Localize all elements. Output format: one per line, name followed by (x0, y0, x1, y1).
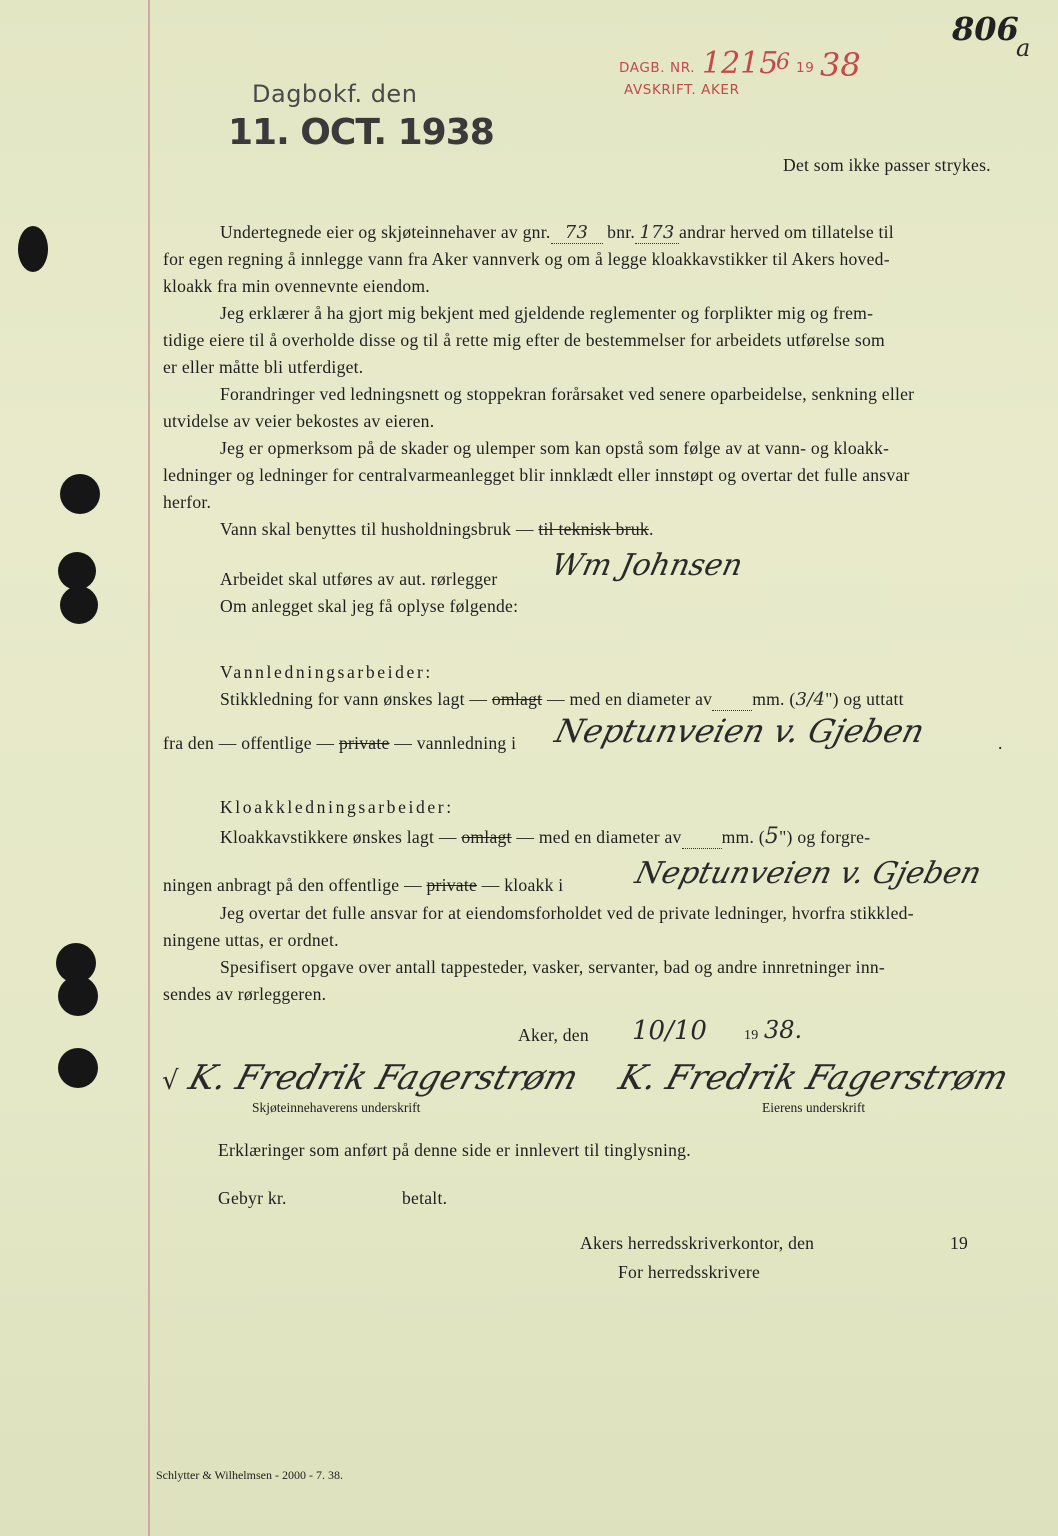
punch-hole (58, 976, 98, 1016)
specification-line-1: Spesifisert opgave over antall tappesteder, vasker, servanter, bad og andre innretninger inn- (220, 957, 886, 977)
water-line-2-struck: private (338, 733, 390, 753)
sewer-line-2-b: — kloakk i (481, 875, 564, 895)
sewer-line-1-a: Kloakkavstikkere ønskes lagt — (220, 827, 457, 847)
water-line-2-a: fra den — offentlige — (163, 733, 335, 753)
responsibility-line-1: Jeg overtar det fulle ansvar for at eiendomsforholdet ved de private ledninger, hvorfra stikkled- (220, 903, 914, 923)
punch-hole (60, 474, 100, 514)
margin-rule (148, 0, 150, 1536)
water-line-2-end: . (998, 733, 1003, 753)
plumber-signature: Wm Johnsen (548, 548, 746, 583)
sewer-line-1 (220, 824, 870, 849)
sewer-street-handwritten: Neptunveien v. Gjeben (631, 856, 985, 891)
dagb-nr-value: 1215 (702, 46, 779, 81)
bnr-value: 173 (635, 222, 679, 244)
owner-signature: K. Fredrik Fagerstrøm (614, 1058, 1013, 1098)
paragraph-4-line-3: herfor. (163, 492, 212, 512)
sewer-line-2 (163, 875, 563, 896)
sewer-line-1-struck: omlagt (461, 827, 512, 847)
paid-label: betalt. (402, 1188, 448, 1208)
responsibility-line-2: ningene uttas, er ordnet. (163, 930, 339, 950)
for-registrar-label: For herredsskrivere (618, 1262, 761, 1282)
dagb-nr-label: DAGB. NR. (619, 60, 696, 76)
water-line-1-c: ") og uttatt (825, 689, 904, 709)
water-line-2 (163, 733, 516, 754)
sewer-line-1-c: ") og forgre- (779, 827, 871, 847)
signing-place-label: Aker, den (518, 1025, 589, 1045)
water-line-1-struck: omlagt (491, 689, 543, 709)
water-line-2-b: — vannledning i (394, 733, 517, 753)
water-use-text: Vann skal benyttes til husholdningsbruk — (220, 519, 534, 539)
dagb-year-value: 38 (820, 46, 861, 84)
dagbok-stamp-date: 11. OCT. 1938 (228, 112, 494, 153)
owner-signature-label: Eierens underskrift (762, 1100, 866, 1115)
water-line-1-a: Stikkledning for vann ønskes lagt — (220, 689, 488, 709)
punch-hole (58, 1048, 98, 1088)
water-diameter-value: 3/4 (795, 689, 826, 710)
installation-info-line: Om anlegget skal jeg få oplyse følgende: (220, 596, 519, 616)
water-line-1 (220, 689, 904, 711)
sewer-diameter-value: 5 (764, 824, 780, 849)
dagb-nr-suffix: 6 (776, 50, 790, 75)
sewer-line-2-a: ningen anbragt på den offentlige — (163, 875, 422, 895)
paragraph-3-line-2: utvidelse av veier bekostes av eieren. (163, 411, 435, 431)
fee-label: Gebyr kr. (218, 1188, 287, 1208)
office-year: 19 (950, 1233, 969, 1253)
paragraph-4-line-1: Jeg er opmerksom på de skader og ulemper som kan opstå som følge av at vann- og kloakk- (220, 438, 890, 458)
paragraph-2-line-2: tidige eiere til å overholde disse og til å rette mig efter de bestemmelser for arbeidets utførelse som (163, 330, 885, 350)
paragraph-2-line-3: er eller måtte bli utferdiget. (163, 357, 364, 377)
signing-year: 38. (764, 1016, 803, 1044)
paragraph-3-line-1: Forandringer ved ledningsnett og stoppekran forårsaket ved senere oparbeidelse, senkning eller (220, 384, 915, 404)
p1-text-b: bnr. (607, 222, 636, 242)
check-mark: √ (162, 1066, 179, 1096)
signing-date: 10/10 (632, 1016, 707, 1046)
punch-hole (18, 226, 48, 272)
signing-year-prefix: 19 (744, 1028, 759, 1043)
p1-text-c: andrar herved om tillatelse til (679, 222, 894, 242)
owner-holder-signature: K. Fredrik Fagerstrøm (184, 1058, 583, 1098)
dagb-year-prefix: 19 (796, 60, 815, 76)
sewer-line-1-b: — med en diameter av (516, 827, 682, 847)
gnr-value: 73 (551, 222, 603, 244)
punch-hole (60, 586, 98, 624)
page-number: 806 (952, 10, 1019, 48)
paragraph-1-line-1 (220, 222, 894, 244)
specification-line-2: sendes av rørleggeren. (163, 984, 327, 1004)
plumber-line: Arbeidet skal utføres av aut. rørlegger (220, 569, 498, 589)
water-works-heading: Vannledningsarbeider: (220, 662, 433, 682)
sewer-works-heading: Kloakkledningsarbeider: (220, 797, 454, 817)
sewer-mm-label: mm. ( (721, 827, 765, 847)
office-label: Akers herredsskriverkontor, den (580, 1233, 815, 1253)
paragraph-4-line-2: ledninger og ledninger for centralvarmeanlegget blir innklædt eller innstøpt og overtar det fulle ansvar (163, 465, 910, 485)
water-mm-label: mm. ( (752, 689, 796, 709)
water-line-1-b: — med en diameter av (546, 689, 713, 709)
strike-instruction: Det som ikke passer strykes. (783, 155, 991, 175)
page-number-suffix: a (1016, 34, 1031, 62)
p1-text-a: Undertegnede eier og skjøteinnehaver av gnr. (220, 222, 551, 242)
paragraph-2-line-1: Jeg erklærer å ha gjort mig bekjent med gjeldende reglementer og forplikter mig og frem- (220, 303, 874, 323)
registration-declaration: Erklæringer som anført på denne side er innlevert til tinglysning. (218, 1140, 691, 1160)
avskrift-stamp: AVSKRIFT. AKER (624, 82, 740, 98)
paragraph-1-line-2: for egen regning å innlegge vann fra Aker vannverk og om å legge kloakkavstikker til Akers hoved- (163, 249, 890, 269)
water-use-struck: til teknisk bruk (538, 519, 649, 539)
paragraph-1-line-3: kloakk fra min ovennevnte eiendom. (163, 276, 430, 296)
dagbok-stamp-label: Dagbokf. den (252, 80, 418, 108)
printer-imprint: Schlytter & Wilhelmsen - 2000 - 7. 38. (156, 1468, 343, 1482)
sewer-line-2-struck: private (426, 875, 478, 895)
owner-holder-signature-label: Skjøteinnehaverens underskrift (252, 1100, 421, 1115)
water-street-handwritten: Neptunveien v. Gjeben (551, 712, 929, 750)
water-use-line: Vann skal benyttes til husholdningsbruk — til teknisk bruk. (220, 519, 654, 539)
punch-hole (58, 552, 96, 590)
